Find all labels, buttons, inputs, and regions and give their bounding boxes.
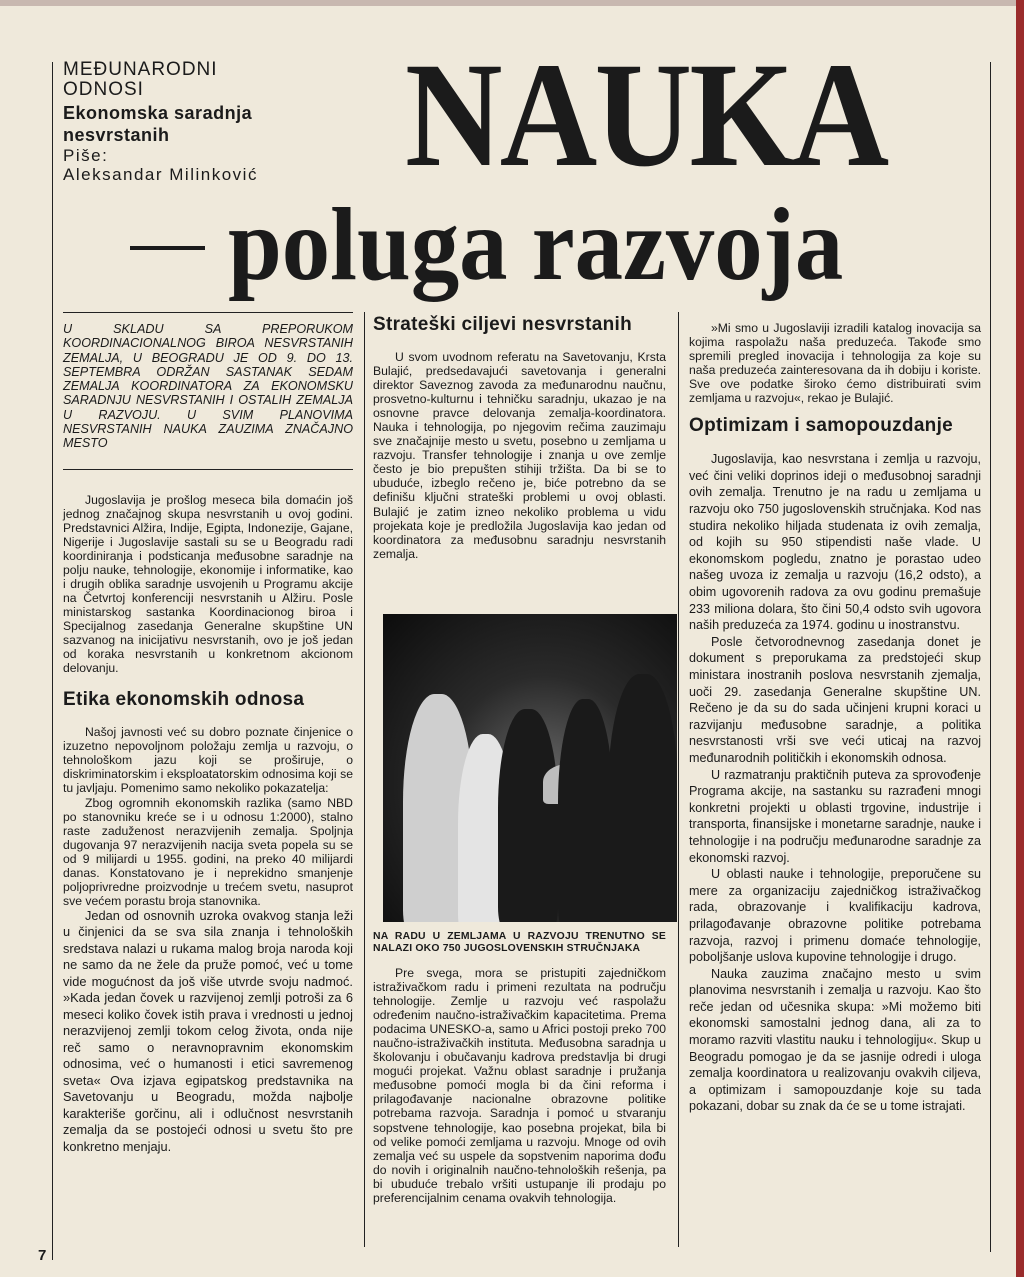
column-rule-2	[678, 312, 679, 1247]
subsection-line1: Ekonomska saradnja	[63, 103, 253, 123]
column-2-lower	[373, 966, 666, 1205]
section-label-line2: ODNOSI	[63, 79, 144, 100]
section-label-line1: MEĐUNARODNI	[63, 59, 218, 80]
photo-figure-center	[558, 699, 613, 922]
author-label: Piše:	[63, 146, 109, 165]
col1-paragraph-1: Jugoslavija je prošlog meseca bila domaćin još jednog značajnog skupa nesvrstanih u ovoj godini. Predstavnici Alžira, Indije, Egipta, Indonezije, Gajane, Nigerije i Jugoslavije sastali su se u Beogradu radi koordiniranja i podsticanja međusobne saradnje na polju nauke, tehnologije, ekonomije i informatike, kao i drugih oblika saradnje usvojenih u Programu akcije na Četvrtoj konferenciji nesvrstanih u Alžiru. Posle ministarskog sastanka Koordinacionog biroa i Specijalnog zasedanja Generalne skupštine UN sazvanog na inicijativu nesvrstanih, ovo je još jedan od koraka nesvrstanih u konkretnom akcionom delovanju.	[63, 492, 353, 676]
column-3	[689, 321, 981, 1115]
subheading-optimizam: Optimizam i samopouzdanje	[689, 415, 954, 437]
binding-edge	[1016, 0, 1024, 1277]
col3-paragraph-6: Nauka zauzima značajno mesto u svim planovima nesvrstanih i zemalja u razvoju. Kao što reče jedan od učesnika skupa: »Mi možemo biti ekonomski samostalni jednog dana, ali za to moramo razviti vlastitu nauku i tehnologiju«. Skup u Beogradu pomogao je da se jasnije odredi i uloga zemalja koordinatora u realizovanju ovakvih ciljeva, a optimizam i samopouzdanje koje su tada pokazani, dobar su znak da će se u tome istrajati.	[689, 966, 981, 1114]
headline-dash	[130, 246, 205, 250]
col3-paragraph-1: »Mi smo u Jugoslaviji izradili katalog inovacija sa kojima raspolažu naša preduzeća. Takođe smo spremili pregled inovacija i tehnologija za koje su naša preduzeća zainteresovana da ih dobiju i koriste. Sve ove podatke široko ćemo distribuirati svim zemljama u razvoju«, rekao je Bulajić.	[689, 321, 981, 406]
col2-paragraph-2: Pre svega, mora se pristupiti zajedničkom istraživačkom radu i primeni rezultata na području tehnologije. Zemlje u razvoju već raspolažu određenim naučno-istraživačkim kapacitetima. Prema podacima UNESKO-a, samo u Africi postoji preko 700 naučno-istraživačkih instituta. Međusobna saradnja u školovanju i obučavanju kadrova predstavlja bi drugi mogući projekat. Važnu oblast saradnje i pružanja međusobne pomoći mogla bi da čini reforma i prilagođavanje nacionalne obrazovne politike potrebama razvoja. Saradnja i pomoć u stvaranju sopstvene tehnologije, kao posebna projekat, bila bi od velike pomoći zemljama u razvoju. Mnoge od ovih zemalja već su uspele da sopstvenim naporima dođu do novih i originalnih naučno-tehnoloških rešenja, pa bi ubuduće trebalo vršiti ustupanje ili prodaju po preferencijalnim cenama ovakvih tehnologija.	[373, 966, 666, 1205]
photo-caption: NA RADU U ZEMLJAMA U RAZVOJU TRENUTNO SE NALAZI OKO 750 JUGOSLOVENSKIH STRUČNJAKA	[373, 931, 666, 954]
col3-paragraph-5: U oblasti nauke i tehnologije, preporučene su mere za organizaciju zajedničkog istraživačkog rada, obrazovanje i kvalifikaciju kadrova, prilagođavanje obrazovne politike potrebama razvoja, razvoj i primenu domaće tehnologije, poboljšanje uslova kupovine tehnologije i drugo.	[689, 867, 981, 965]
page-number: 7	[38, 1247, 47, 1264]
col2-paragraph-1: U svom uvodnom referatu na Savetovanju, Krsta Bulajić, predsedavajući savetovanja i generalni direktor Saveznog zavoda za međunarodnu naučnu, prosvetno-kulturnu i tehničku saradnju, ukazao je na osnovne pravce delovanja zemalja-koordinatora. Nauka i tehnologija, po njegovim rečima zauzimaju sve značajnije mesto u svetu, posebno u zemljama u razvoju. Transfer tehnologije i znanja u ove zemlje često je bio prepušten stihiji tržišta. Da bi se to ubuduće, izbeglo rečeno je, biće potrebno da se definišu ključni strateški problemi u ovoj oblasti. Bulajić je zatim izneo nekoliko problema u vidu projekata koje je predložila Jugoslavija kao jedan od koordinatora za međusobnu saradnju nesvrstanih zemalja.	[373, 350, 666, 561]
column-2	[373, 314, 666, 561]
col3-paragraph-2: Jugoslavija, kao nesvrstana i zemlja u razvoju, već čini veliki doprinos ideji o međusobnoj saradnji ovih zemalja. Trenutno je na radu u zemljama u razvoju oko 750 jugoslovenskih stručnjaka. Kod nas studira nekoliko hiljada studenata iz ovih zemalja, od kojih su 950 stipendisti naše vlade. U ekonomskom pogledu, znatno je porastao udeo našeg uvoza iz zemalja u razvoju (16,2 odsto), a obim ugovorenih radova za ovu godinu premašuje 233 miliona dolara, što čini 50,4 odsto svih ugovora naših preduzeća za 1974. godinu u inostranstvu.	[689, 452, 981, 633]
lead-top-rule	[63, 312, 353, 313]
meeting-photo	[383, 614, 677, 922]
col1-paragraph-3: Zbog ogromnih ekonomskih razlika (samo NBD po stanovniku kreće se i u odnosu 1:2000), stalno raste zaduženost nerazvijenih zemalja. Spoljnja dugovanja 97 nerazvijenih nacija sveta popela su se od 9 milijardi u 1955. godini, na preko 40 milijardi danas. Konstatovano je i neprekidno smanjenje poljoprivredne proizvodnje u trećem svetu, nasuprot sve većem porastu broja stanovnika.	[63, 795, 353, 908]
col3-paragraph-3: Posle četvorodnevnog zasedanja donet je dokument s preporukama za predstojeći skup ministara inostranih poslova nesvrstanih zjemalja, uoči 29. zasedanja Generalne skupštine UN. Rečeno je da su do sada učinjeni krupni koraci u razvijanju međusobne saradnje, a politika nesvrstanosti vrši sve veći uticaj na razvoj međunarodnih političkih i ekonomskih odnosa.	[689, 634, 981, 765]
section-kicker	[63, 60, 258, 184]
column-1	[63, 322, 353, 1155]
photo-figure-tie	[498, 709, 558, 922]
col3-paragraph-4: U razmatranju praktičnih puteva za sprovođenje Programa akcije, na sastanku su razrađeni mnogi konkretni projekti u oblasti trgovine, industrije i transporta, finansijske i monetarne saradnje, nauke i tehnologije i na području međunarodne saradnje za ekonomski razvoj.	[689, 767, 981, 865]
subheading-strateski: Strateški ciljevi nesvrstanih	[373, 314, 632, 335]
column-rule-1	[364, 312, 365, 1247]
subsection-line2: nesvrstanih	[63, 125, 170, 145]
col1-paragraph-2: Našoj javnosti već su dobro poznate činjenice o izuzetno nepovoljnom položaju zemlja u razvoju, o tehnološkom jazu koji se proširuje, o diskriminatorskim i eksploatatorskim odnosima koji se tu javljaju. Pomenimo samo nekoliko pokazatelja:	[63, 725, 353, 796]
author-name: Aleksandar Milinković	[63, 165, 258, 184]
subheading-etika: Etika ekonomskih odnosa	[63, 689, 305, 711]
col1-paragraph-4: Jedan od osnovnih uzroka ovakvog stanja leži u činjenici da se sva sila znanja i tehnoloških sredstava nalazi u rukama malog broja naroda koji ne samo da ne žele da pruže pomoć, već u tome vide mogućnost da još više utvrde svoju nadmoć. »Kada jedan čovek u razvijenoj zemlji potroši za 6 meseci koliko čovek istih prava i vrednosti u jednoj nerazvijenoj zemlji tokom celog života, onda nije reč samo o neravnopravnim ekonomskim odnosima, već o humanosti i etici savremenog sveta« Ova izjava egipatskog predstavnika na Savetovanju u Beogradu, možda najbolje karakteriše gorčinu, ali i odlučnost nesvrstanih zemalja da se postojeći odnosi u svetu što pre konkretno menjaju.	[63, 907, 353, 1154]
page-top-edge	[0, 0, 1024, 6]
lead-paragraph: U SKLADU SA PREPORUKOM KOORDINACIONALNOG BIROA NESVRSTANIH ZEMALJA, U BEOGRADU JE OD 9. DO 13. SEPTEMBRA ODRŽAN SASTANAK SEDAM ZEMALJA KOORDINATORA ZA EKONOMSKU SARADNJU NESVRSTANIH I OSTALIH ZEMALJA U RAZVOJU. U SVIM PLANOVIMA NESVRSTANIH NAUKA ZAUZIMA ZNAČAJNO MESTO	[63, 322, 353, 451]
right-frame-rule	[990, 62, 991, 1252]
photo-figure-right	[608, 674, 677, 922]
headline-sub: poluga razvoja	[228, 187, 844, 302]
left-frame-rule	[52, 62, 53, 1260]
headline-main: NAUKA	[405, 32, 887, 198]
